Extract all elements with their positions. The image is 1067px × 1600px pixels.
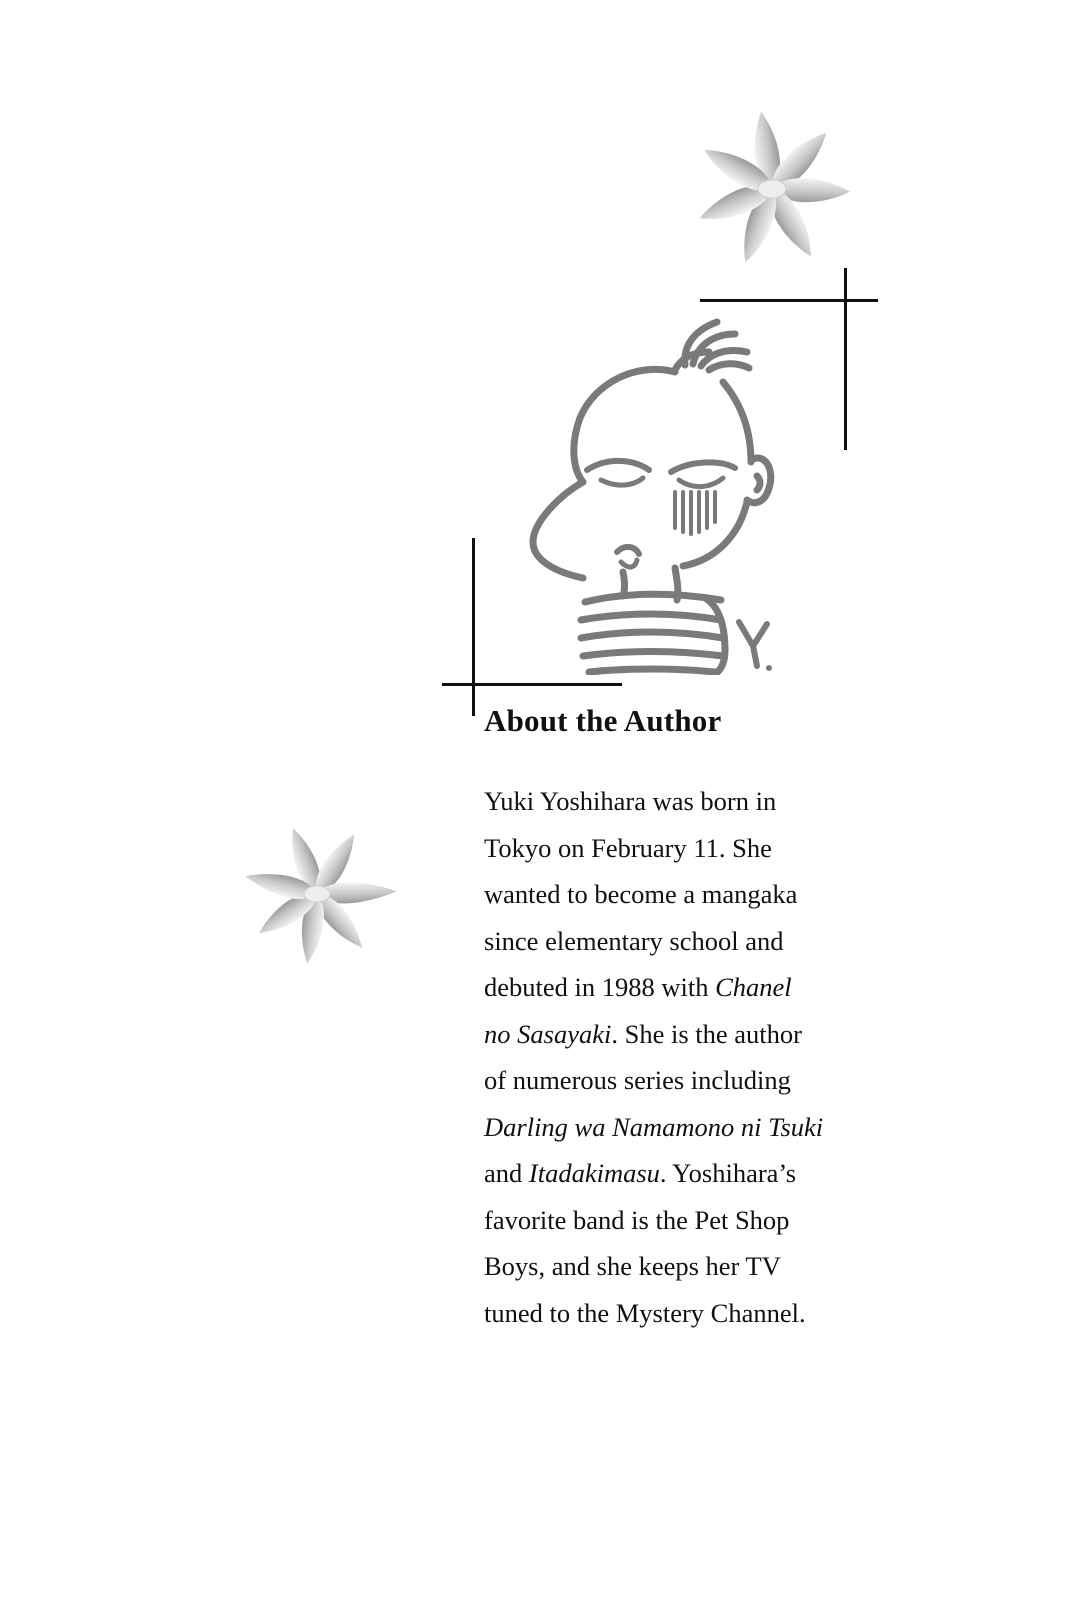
frame-line-bottom-horizontal [442,683,622,686]
flower-icon [228,820,406,968]
bio-text: . Yoshihara’s [659,1158,797,1188]
bio-line: tuned to the Mystery Channel. [484,1297,806,1328]
bio-line: Boys, and she keeps her TV [484,1251,781,1281]
bio-text: . She is the author [611,1018,802,1049]
bio-line: favorite band is the Pet Shop [484,1204,790,1235]
bio-line [484,964,904,1011]
frame-line-top-horizontal [700,299,878,302]
bio-line [484,1104,904,1151]
bio-line: Tokyo on February 11. She [484,832,772,863]
work-title: Chanel [715,972,792,1002]
bio-line: Yuki Yoshihara was born in [484,786,777,816]
flower-icon [688,108,856,270]
bio-text: debuted in 1988 with [484,972,716,1002]
author-self-portrait [525,310,795,675]
bio-line: of numerous series including [484,1065,791,1095]
work-title: Itadakimasu [528,1158,660,1188]
bio-line: wanted to become a mangaka [484,879,798,909]
work-title: no Sasayaki [484,1018,612,1049]
bio-text: and [484,1158,529,1188]
frame-line-bottom-vertical [472,538,475,716]
author-bio [484,778,904,1336]
frame-line-top-vertical [844,268,847,450]
page-title: About the Author [484,703,722,738]
bio-line [484,1150,904,1197]
bio-line [484,1011,904,1058]
bio-line: since elementary school and [484,925,784,956]
work-title: Darling wa Namamono ni Tsuki [484,1111,824,1142]
